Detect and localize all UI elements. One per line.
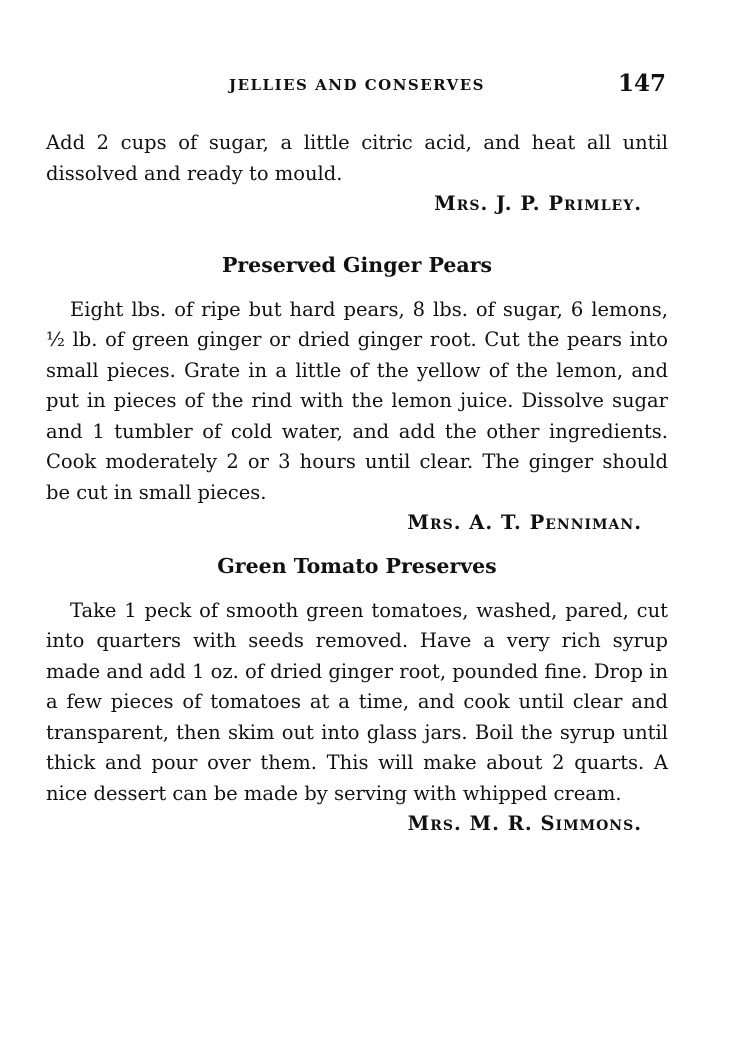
recipe-author: Mrs. A. T. Penniman. [407,511,642,534]
recipe-title: Preserved Ginger Pears [221,253,493,277]
recipe-author: Mrs. M. R. Simmons. [407,812,642,835]
recipe-title: Green Tomato Preserves [217,554,497,578]
recipe-body: Take 1 peck of smooth green tomatoes, washed, pared, cut into quarters with seeds removed. Have a very rich syrup made and add 1 oz. of dried ginger root, pounded fine. Drop in a few pieces of tomatoes at a time, and cook until clear and transparent, then skim out into glass jars. Boil the syrup until thick and pour over them. This will make about 2 quarts. A nice dessert can be made by serving with whipped cream. [46,598,669,805]
recipe-preserved-ginger-pears [46,240,668,539]
recipe-body: Add 2 cups of sugar, a little citric acid, and heat all until dissolved and ready to mould. [46,131,668,185]
running-head [46,70,668,100]
recipe-green-tomato-preserves [46,541,668,840]
page-number: 147 [617,70,666,97]
continued-recipe [46,128,668,220]
recipe-body: Eight lbs. of ripe but hard pears, 8 lbs. of sugar, 6 lemons, ½ lb. of green ginger or dried ginger root. Cut the pears into small pieces. Grate in a little of the yellow of the lemon, and put in pieces of the rind with the lemon juice. Dissolve sugar and 1 tumbler of cold water, and add the other ingredients. Cook moderately 2 or 3 hours until clear. The ginger should be cut in small pieces. [46,297,668,504]
section-title: JELLIES AND CONSERVES [228,76,486,94]
recipe-author: Mrs. J. P. Primley. [434,192,642,215]
